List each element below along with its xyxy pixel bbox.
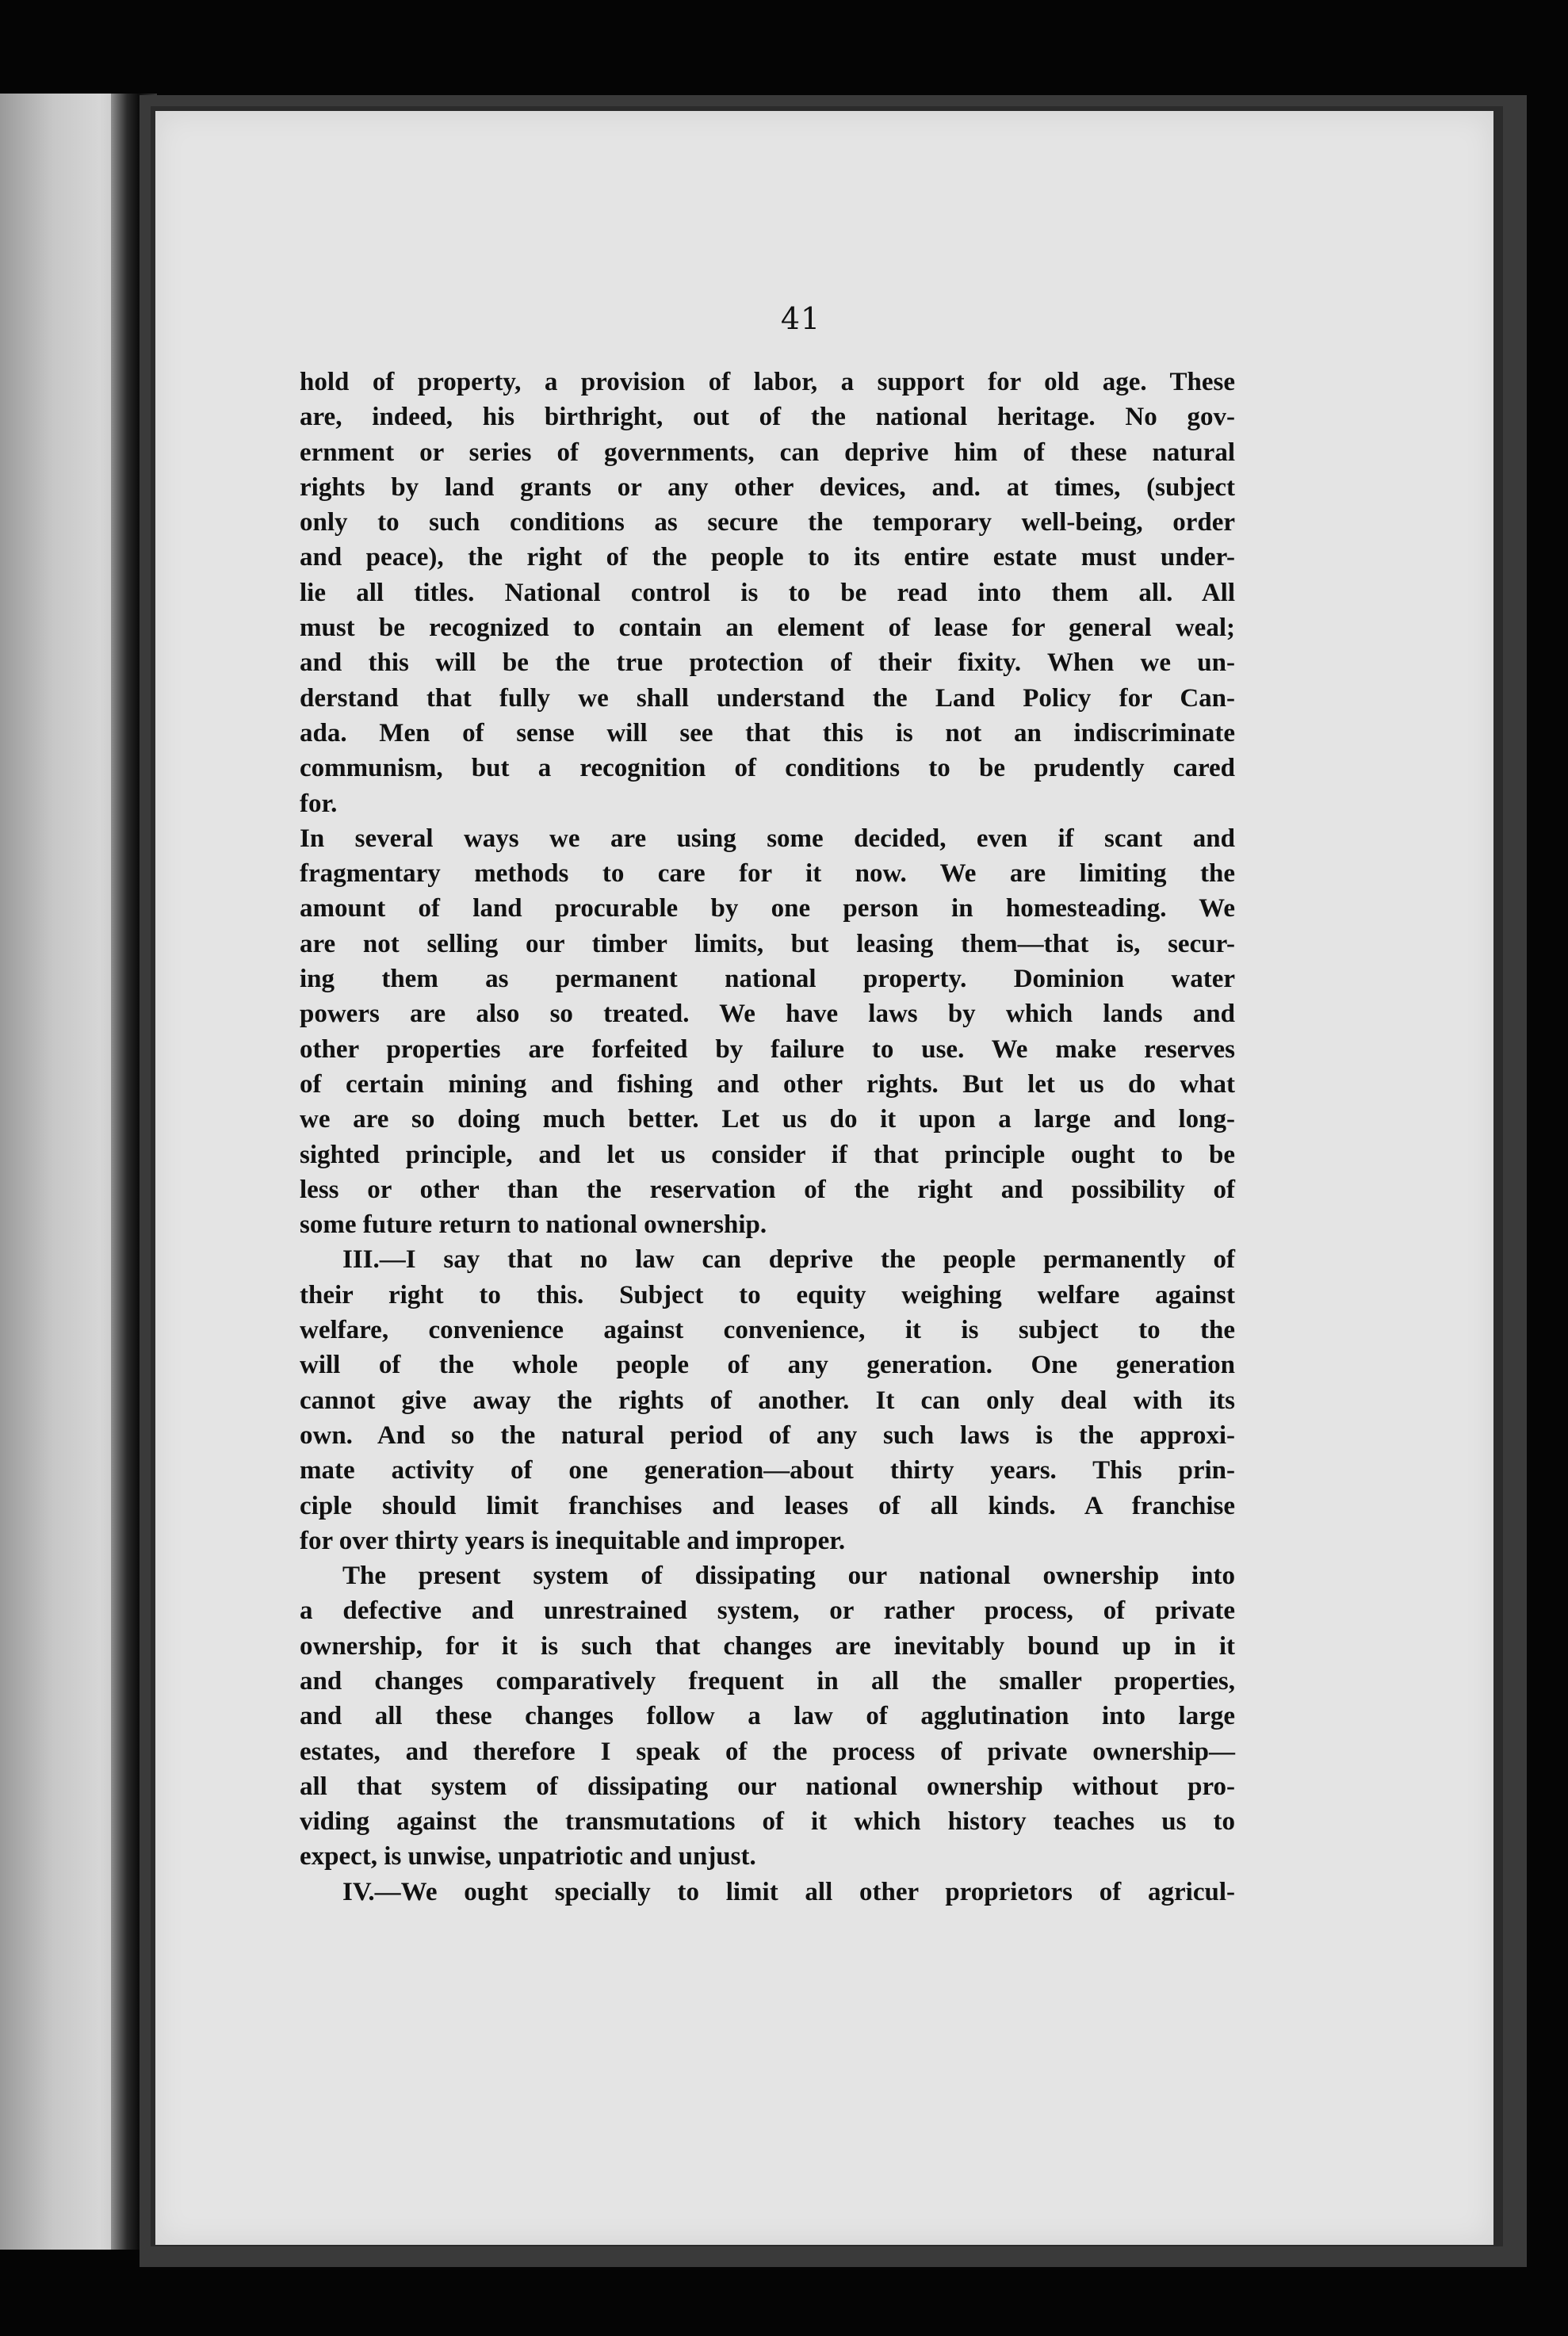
- text-line: The present system of dissipating our national ownership into: [342, 1562, 1235, 1591]
- text-line: viding against the transmutations of it which history teaches us to: [300, 1807, 1235, 1837]
- text-line: all that system of dissipating our national ownership without pro-: [300, 1772, 1235, 1801]
- text-line: III.—I say that no law can deprive the people permanently of: [342, 1245, 1235, 1275]
- text-line: powers are also so treated. We have laws by which lands and: [300, 1000, 1235, 1029]
- text-line: ernment or series of governments, can deprive him of these natural: [300, 438, 1235, 467]
- text-line: are not selling our timber limits, but leasing them—that is, secur-: [300, 929, 1235, 958]
- text-line: for over thirty years is inequitable and improper.: [300, 1526, 846, 1555]
- text-line: ownership, for it is such that changes are inevitably bound up in it: [300, 1631, 1235, 1661]
- body-text: [300, 365, 1235, 1910]
- text-line: ciple should limit franchises and leases of all kinds. A franchise: [300, 1491, 1235, 1520]
- text-line: ada. Men of sense will see that this is not an indiscriminate: [300, 718, 1235, 747]
- text-line: less or other than the reservation of the right and possibility of: [300, 1175, 1235, 1204]
- text-line: welfare, convenience against convenience, it is subject to the: [300, 1316, 1235, 1345]
- text-line: lie all titles. National control is to be read into them all. All: [300, 578, 1235, 607]
- text-line: for.: [300, 789, 338, 818]
- text-line: only to such conditions as secure the temporary well-being, order: [300, 508, 1235, 537]
- text-line: derstand that fully we shall understand the Land Policy for Can-: [300, 683, 1235, 713]
- text-line: must be recognized to contain an element of lease for general weal;: [300, 614, 1235, 643]
- text-line: sighted principle, and let us consider if that principle ought to be: [300, 1140, 1235, 1169]
- text-line: are, indeed, his birthright, out of the national heritage. No gov-: [300, 403, 1235, 432]
- text-line: hold of property, a provision of labor, a support for old age. These: [300, 368, 1235, 396]
- text-line: ing them as permanent national property. Dominion water: [300, 965, 1235, 994]
- text-line: of certain mining and fishing and other rights. But let us do what: [300, 1069, 1235, 1099]
- text-line: we are so doing much better. Let us do it upon a large and long-: [300, 1105, 1235, 1134]
- text-line: will of the whole people of any generation. One generation: [300, 1351, 1235, 1380]
- text-line: own. And so the natural period of any such laws is the approxi-: [300, 1420, 1235, 1450]
- text-line: and changes comparatively frequent in all the smaller properties,: [300, 1666, 1235, 1696]
- text-line: and peace), the right of the people to its entire estate must under-: [300, 543, 1235, 572]
- text-line: a defective and unrestrained system, or rather process, of private: [300, 1596, 1235, 1626]
- text-line: some future return to national ownership.: [300, 1210, 767, 1240]
- book-page: [155, 111, 1493, 2245]
- text-line: In several ways we are using some decided, even if scant and: [300, 824, 1235, 853]
- text-line: IV.—We ought specially to limit all other proprietors of agricul-: [342, 1877, 1235, 1906]
- text-line: cannot give away the rights of another. It can only deal with its: [300, 1386, 1235, 1415]
- text-line: estates, and therefore I speak of the process of private ownership—: [300, 1737, 1235, 1766]
- text-line: and all these changes follow a law of agglutination into large: [300, 1702, 1235, 1731]
- page-number: 41: [780, 301, 821, 336]
- text-line: rights by land grants or any other devices, and. at times, (subject: [300, 472, 1235, 502]
- text-line: communism, but a recognition of conditions to be prudently cared: [300, 754, 1235, 783]
- text-line: amount of land procurable by one person in homesteading. We: [300, 894, 1235, 923]
- text-line: and this will be the true protection of their fixity. When we un-: [300, 648, 1235, 678]
- text-line: mate activity of one generation—about thirty years. This prin-: [300, 1456, 1235, 1485]
- text-line: other properties are forfeited by failure to use. We make reserves: [300, 1034, 1235, 1064]
- text-line: their right to this. Subject to equity weighing welfare against: [300, 1280, 1235, 1309]
- text-line: fragmentary methods to care for it now. We are limiting the: [300, 859, 1235, 889]
- text-line: expect, is unwise, unpatriotic and unjust.: [300, 1842, 756, 1871]
